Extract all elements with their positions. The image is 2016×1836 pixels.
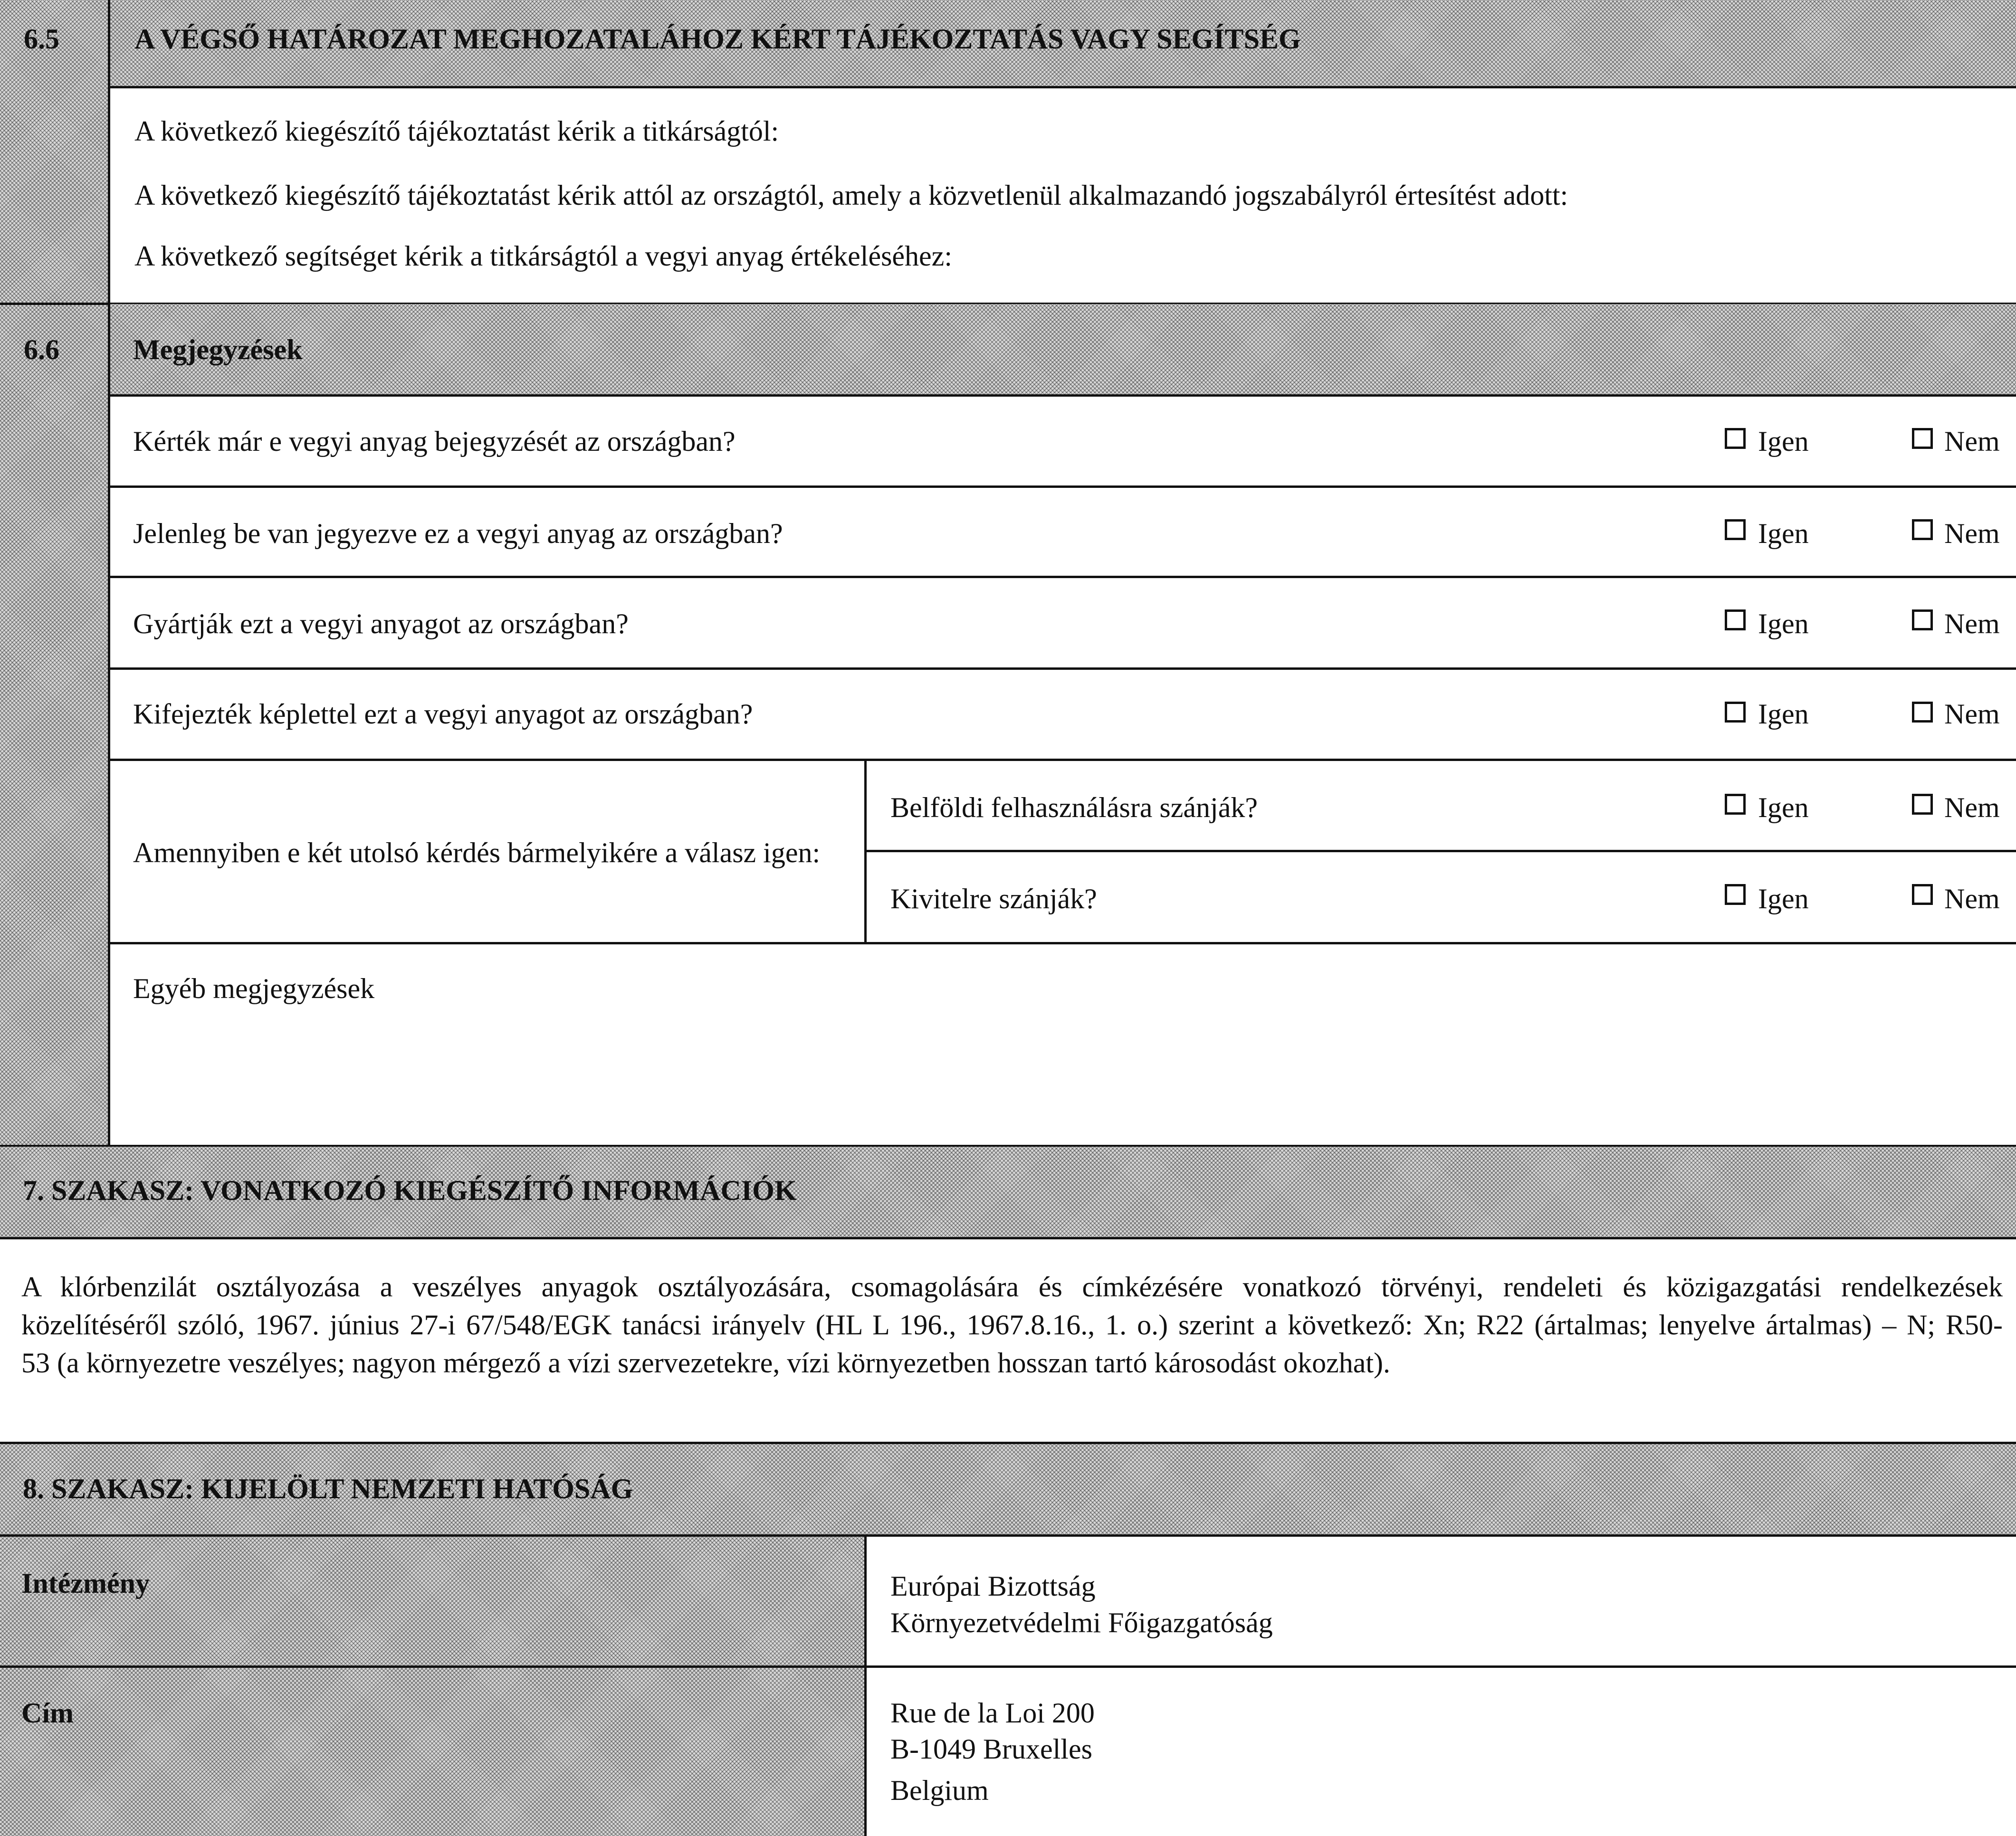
question-label: Kivitelre szánják? <box>890 883 1097 914</box>
divider <box>109 759 2016 761</box>
yes-label: Igen <box>1758 426 1809 457</box>
question-label: Kifejezték képlettel ezt a vegyi anyagot az országban? <box>133 698 753 730</box>
section-6-6-header <box>109 304 2016 395</box>
divider <box>109 394 2016 397</box>
yes-checkbox[interactable] <box>1725 428 1746 449</box>
info-request-line: A következő kiegészítő tájékoztatást kérik a titkárságtól: <box>134 115 779 147</box>
yes-label: Igen <box>1758 698 1809 730</box>
divider <box>864 850 2016 852</box>
address-line: Belgium <box>890 1775 989 1806</box>
question-label: Belföldi felhasználásra szánják? <box>890 792 1258 823</box>
divider <box>109 667 2016 670</box>
paragraph-line: 53 (a környezetre veszélyes; nagyon mérgező a vízi szervezetekre, vízi környezetben hosszan tartó károsodást okozhat). <box>21 1347 1390 1379</box>
divider <box>108 0 110 1147</box>
no-checkbox[interactable] <box>1912 609 1933 630</box>
no-checkbox[interactable] <box>1912 884 1933 905</box>
paragraph-line: A klórbenzilát osztályozása a veszélyes anyagok osztályozására, csomagolására és címkézésére vonatkozó törvényi, rendeleti és közigazgatási rendelkezések <box>21 1271 2003 1303</box>
yes-label: Igen <box>1758 883 1809 914</box>
left-number-column <box>0 0 109 1147</box>
no-label: Nem <box>1944 698 2000 730</box>
section-7-paragraph <box>21 1268 2003 1382</box>
address-line: B-1049 Bruxelles <box>890 1733 1092 1765</box>
yes-checkbox[interactable] <box>1725 794 1746 815</box>
address-line: Rue de la Loi 200 <box>890 1697 1095 1729</box>
conditional-label: Amennyiben e két utolsó kérdés bármelyikére a válasz igen: <box>133 837 821 868</box>
divider <box>109 942 2016 944</box>
divider <box>109 576 2016 578</box>
no-label: Nem <box>1944 883 2000 914</box>
yes-checkbox[interactable] <box>1725 519 1746 540</box>
divider <box>864 1535 867 1836</box>
divider <box>109 485 2016 488</box>
no-label: Nem <box>1944 792 2000 823</box>
section-title: 8. SZAKASZ: KIJELÖLT NEMZETI HATÓSÁG <box>23 1473 633 1504</box>
other-remarks-label: Egyéb megjegyzések <box>133 973 375 1004</box>
yes-label: Igen <box>1758 518 1809 549</box>
no-label: Nem <box>1944 426 2000 457</box>
section-title: 7. SZAKASZ: VONATKOZÓ KIEGÉSZÍTŐ INFORMÁCIÓK <box>23 1175 797 1206</box>
question-label: Kérték már e vegyi anyag bejegyzését az országban? <box>133 426 736 457</box>
no-checkbox[interactable] <box>1912 794 1933 815</box>
institution-line: Európai Bizottság <box>890 1570 1096 1602</box>
paragraph-line: közelítéséről szóló, 1967. június 27-i 67/548/EGK tanácsi irányelv (HL L 196., 1967.8.16., 1. o.) szerint a következő: Xn; R22 (ártalmas; lenyelve ártalmas) – N; R50- <box>21 1309 2003 1341</box>
question-label: Jelenleg be van jegyezve ez a vegyi anyag az országban? <box>133 518 783 549</box>
institution-label: Intézmény <box>21 1568 150 1599</box>
yes-label: Igen <box>1758 608 1809 639</box>
no-label: Nem <box>1944 608 2000 639</box>
no-checkbox[interactable] <box>1912 702 1933 723</box>
question-label: Gyártják ezt a vegyi anyagot az országban? <box>133 608 629 639</box>
info-request-line: A következő kiegészítő tájékoztatást kérik attól az országtól, amely a közvetlenül alkalmazandó jogszabályról értesítést adott: <box>134 180 1568 211</box>
address-label-cell <box>0 1668 864 1836</box>
section-number: 6.6 <box>24 334 59 365</box>
yes-checkbox[interactable] <box>1725 884 1746 905</box>
section-title: Megjegyzések <box>133 334 303 365</box>
divider <box>109 86 2016 88</box>
yes-checkbox[interactable] <box>1725 702 1746 723</box>
institution-label-cell <box>0 1537 864 1665</box>
no-checkbox[interactable] <box>1912 428 1933 449</box>
institution-line: Környezetvédelmi Főigazgatóság <box>890 1607 1273 1638</box>
no-label: Nem <box>1944 518 2000 549</box>
divider <box>0 1237 2016 1239</box>
section-number: 6.5 <box>24 23 59 55</box>
yes-checkbox[interactable] <box>1725 609 1746 630</box>
info-request-line: A következő segítséget kérik a titkárságtól a vegyi anyag értékeléséhez: <box>134 240 952 272</box>
yes-label: Igen <box>1758 792 1809 823</box>
no-checkbox[interactable] <box>1912 519 1933 540</box>
section-title: A VÉGSŐ HATÁROZAT MEGHOZATALÁHOZ KÉRT TÁJÉKOZTATÁS VAGY SEGÍTSÉG <box>134 23 1301 55</box>
address-label: Cím <box>21 1697 74 1729</box>
